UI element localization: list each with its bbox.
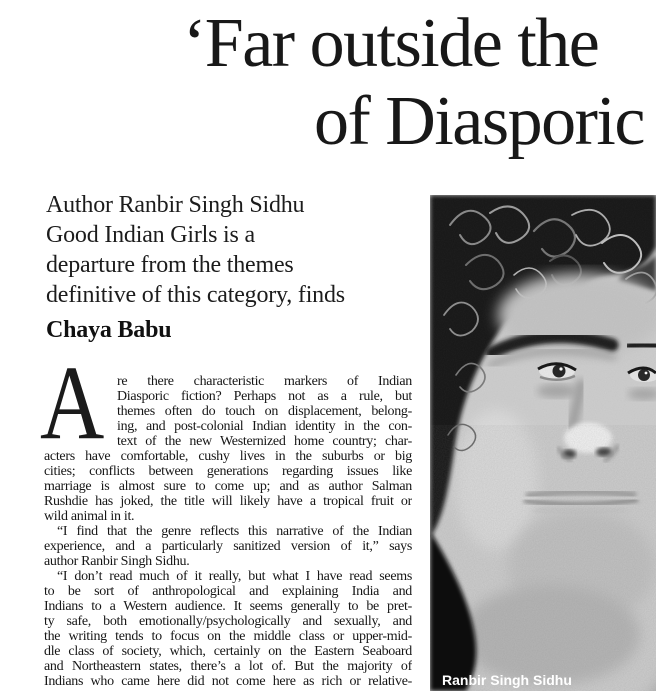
paragraph-1-full	[44, 449, 412, 509]
text-line: and Northeastern states, there’s a lot of. But the majority of	[44, 659, 412, 674]
text-line: dle class of society, which, certainly on the Eastern Seaboard	[44, 644, 412, 659]
paragraph-3-rest	[44, 584, 412, 689]
author-photo-graphic	[430, 195, 656, 691]
text-line: Rushdie has joked, the title will likely have a tropical fruit or	[44, 494, 412, 509]
text-line: text of the new Westernized home country; char-	[117, 434, 412, 449]
text-line: ing, and post-colonial Indian identity in the con-	[117, 419, 412, 434]
paragraph-1-last-line: wild animal in it.	[44, 509, 135, 524]
text-line: marriage is almost sure to come up; and as author Salman	[44, 479, 412, 494]
paragraph-2-last-line: author Ranbir Singh Sidhu.	[44, 554, 190, 569]
text-line: Indians who came here did not come here as rich or relative-	[44, 674, 412, 689]
text-line: Diasporic fiction? Perhaps not as a rule, but	[117, 389, 412, 404]
paragraph-3-first-line: “I don’t read much of it really, but what I have read seems	[57, 569, 412, 584]
text-line: re there characteristic markers of Indian	[117, 374, 412, 389]
paragraph-2-mid	[44, 539, 412, 554]
text-line: experience, and a particularly sanitized version of it,” says	[44, 539, 412, 554]
author-photo	[430, 195, 656, 691]
text-line: acters have comfortable, cushy lives in the suburbs or big	[44, 449, 412, 464]
text-line: Author Ranbir Singh Sidhu	[46, 192, 305, 218]
standfirst-lines	[46, 190, 421, 310]
headline-line-1: ‘Far outside the	[183, 5, 599, 82]
text-line: the writing tends to focus on the middle class or upper-mid-	[44, 629, 412, 644]
text-line: departure from the themes	[46, 252, 294, 278]
text-line: to be sort of anthropological and explaining India and	[44, 584, 412, 599]
text-line: ty safe, both emotionally/psychologically and sexually, and	[44, 614, 412, 629]
paragraph-2-first-line: “I find that the genre reflects this narrative of the Indian	[57, 524, 412, 539]
text-line: themes often do touch on displacement, belong-	[117, 404, 412, 419]
text-line: cities; conflicts between generations regarding issues like	[44, 464, 412, 479]
headline-line-2: of Diasporic	[314, 83, 644, 160]
article-body	[44, 374, 412, 691]
paragraph-1-wrapped	[44, 374, 412, 449]
photo-caption: Ranbir Singh Sidhu	[442, 672, 572, 688]
drop-cap: A	[40, 344, 105, 461]
text-line: Good Indian Girls is a	[46, 222, 255, 248]
text-line: Indians to a Western audience. It seems generally to be pret-	[44, 599, 412, 614]
byline: Chaya Babu	[46, 317, 172, 343]
standfirst	[46, 190, 421, 345]
text-line: definitive of this category, finds	[46, 282, 345, 308]
